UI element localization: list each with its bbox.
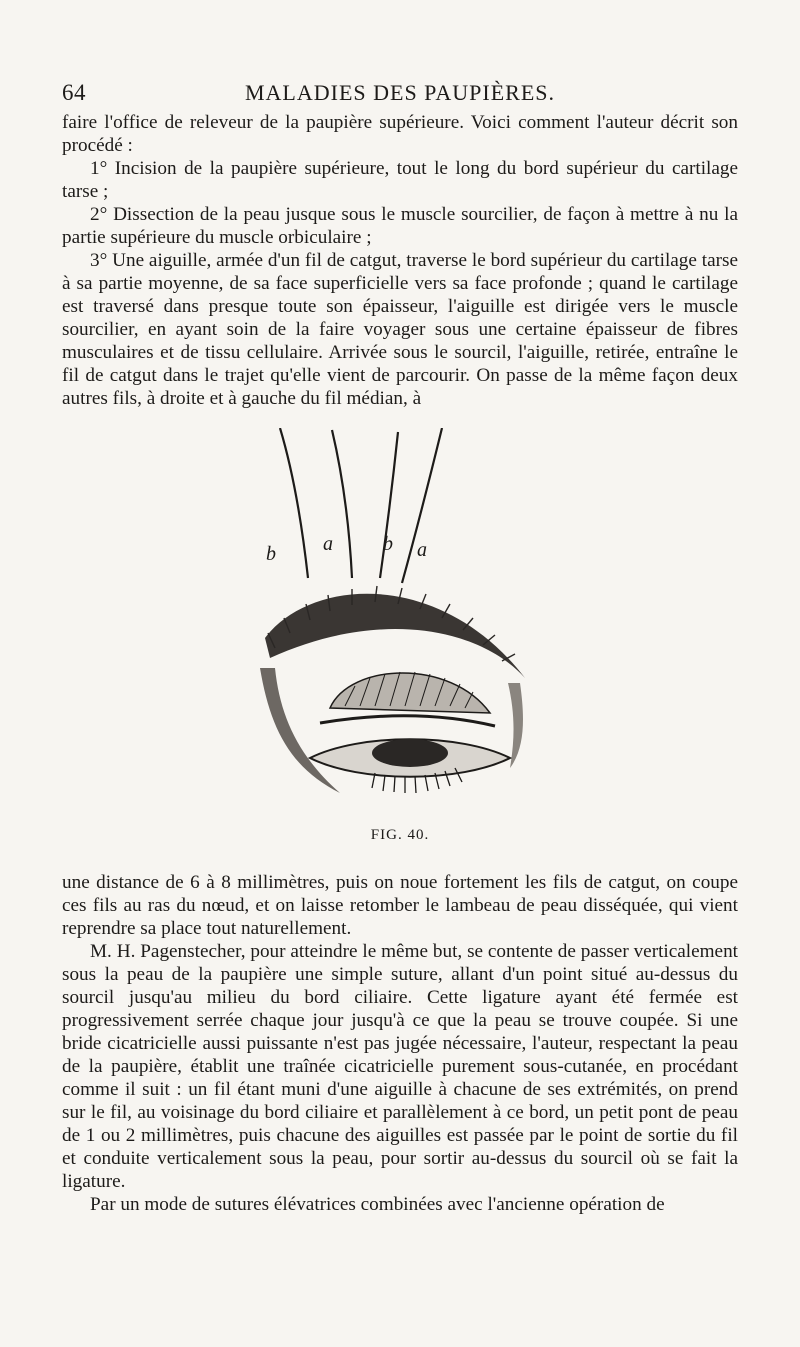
suture-thread-b-right: [380, 432, 398, 578]
eyebrow: [265, 594, 525, 678]
figure-caption: FIG. 40.: [370, 827, 430, 843]
suture-thread-b-left: [280, 428, 308, 578]
paragraph: 1° Incision de la paupière supérieure, tout le long du bord supérieur du cartilage tarse ;: [62, 158, 738, 202]
running-title: MALADIES DES PAUPIÈRES.: [244, 80, 556, 105]
orbit-shading: [260, 668, 340, 793]
paragraph: M. H. Pagenstecher, pour atteindre le même but, se contente de passer verticalement sous la peau de la paupière une simple suture, allant d'un point situé au-dessus du sourcil jusqu'au milieu du bord ciliaire. Cette ligature ayant été fermée est progressivement serrée chaque jour jusqu'à ce que la peau se trouve coupée. Si une bride cicatricielle aussi puissante n'est pas jugée nécessaire, l'auteur, respectant la peau de la paupière, établit une traînée cicatricielle purement sous-cutanée, en procédant comme il suit : un fil étant muni d'une aiguille à chacune de ses extrémités, on prend sur le fil, au voisinage du bord ciliaire et parallèlement à ce bord, un petit pont de peau de 1 ou 2 millimètres, puis chacune des aiguilles est passée par le point de sortie du fil et conduite verticalement sous la peau, pour sortir au-dessus du sourcil où se fait la ligature.: [62, 941, 738, 1192]
orbit-shading-right: [508, 683, 523, 768]
incision-line: [320, 716, 495, 726]
iris-outline: [372, 739, 448, 767]
paragraph: faire l'office de releveur de la paupière supérieure. Voici comment l'auteur décrit son procédé :: [62, 112, 738, 156]
figure-40-eyelid-suture-illustration: [180, 428, 620, 828]
paragraph: 3° Une aiguille, armée d'un fil de catgut, traverse le bord supérieur du cartilage tarse à sa partie moyenne, de sa face superficielle vers sa face profonde ; quand le cartilage est traversé dans presque toute son épaisseur, l'aiguille est dirigée vers le muscle sourcilier, en ayant soin de la faire voyager sous une certaine épaisseur de fibres musculaires et de tissu cellulaire. Arrivée sous le sourcil, l'aiguille, retirée, entraîne le fil de catgut dans le trajet qu'elle vient de parcourir. On passe de la même façon deux autres fils, à droite et à gauche du fil médian, à: [62, 250, 738, 409]
label-a-left: a: [323, 533, 333, 555]
page-header: [62, 80, 738, 110]
paragraph: 2° Dissection de la peau jusque sous le muscle sourcilier, de façon à mettre à nu la partie supérieure du muscle orbiculaire ;: [62, 204, 738, 248]
label-a-right: a: [417, 539, 427, 561]
paragraph: Par un mode de sutures élévatrices combinées avec l'ancienne opération de: [90, 1194, 665, 1215]
text-block-top: [62, 111, 738, 410]
label-b-right: b: [383, 533, 393, 555]
suture-thread-a-left: [332, 430, 352, 578]
page-number: 64: [62, 80, 86, 105]
text-block-bottom: [62, 871, 738, 1216]
label-b-left: b: [266, 543, 276, 565]
eyelid-illustration: [180, 428, 620, 828]
paragraph: une distance de 6 à 8 millimètres, puis on noue fortement les fils de catgut, on coupe ces fils au ras du nœud, et on laisse retomber le lambeau de peau disséquée, qui vient reprendre sa place tout naturellement.: [62, 872, 738, 939]
